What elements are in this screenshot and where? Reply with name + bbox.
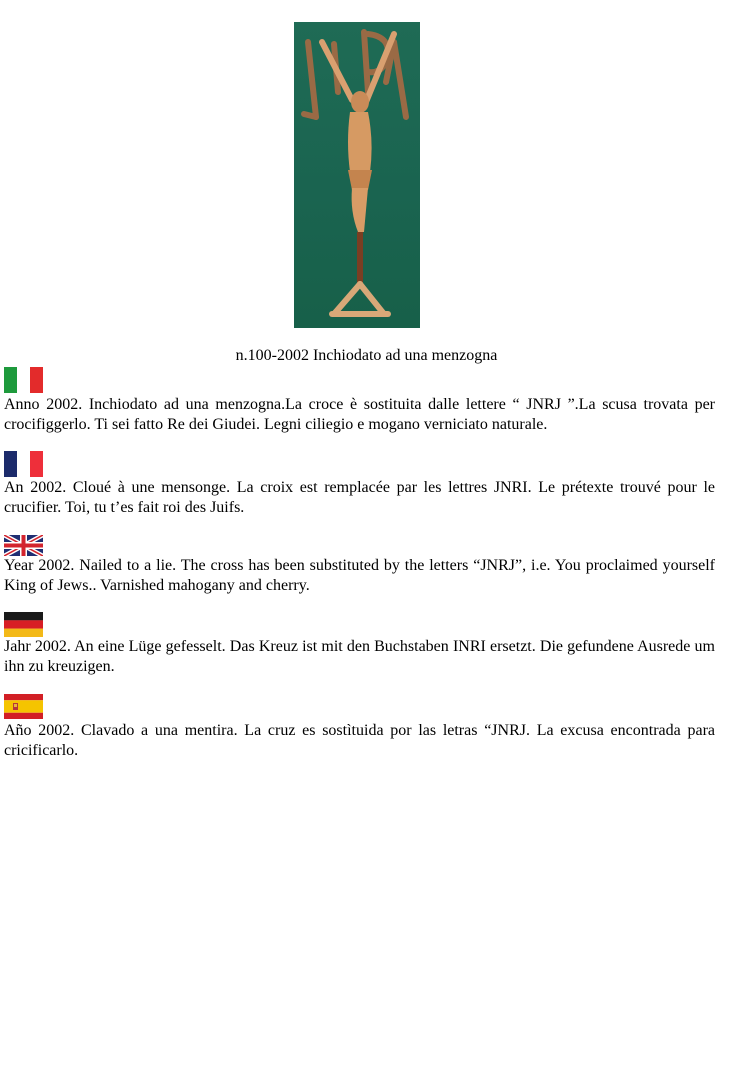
france-flag-icon: [4, 451, 43, 477]
description-german: [4, 637, 715, 677]
description-german-text: Jahr 2002. An eine Lüge gefesselt. Das Kreuz ist mit den Buchstaben INRI ersetzt. Die gefundene Ausrede um ihn zu kreuzigen.: [4, 638, 715, 675]
description-italian-text: Anno 2002. Inchiodato ad una menzogna.La croce è sostituita dalle lettere “ JNRJ ”.La scusa trovata per crocifiggerlo. Ti sei fatto Re dei Giudei. Legni ciliegio e mogano verniciato naturale.: [4, 396, 715, 433]
description-spanish-text: Año 2002. Clavado a una mentira. La cruz es sostìtuida por las letras “JNRJ. La excusa encontrada para cricificarlo.: [4, 722, 715, 759]
description-english-text: Year 2002. Nailed to a lie. The cross has been substituted by the letters “JNRJ”, i.e. You proclaimed yourself King of Jews.. Varnished mahogany and cherry.: [4, 557, 715, 594]
description-french: [4, 478, 715, 518]
germany-flag-icon: [4, 612, 43, 637]
description-english: [4, 556, 715, 596]
italy-flag-icon: [4, 367, 43, 393]
description-italian: [4, 395, 715, 435]
spain-flag-icon: [4, 694, 43, 719]
uk-flag-icon: [4, 535, 43, 556]
sculpture-photo: [294, 22, 420, 328]
description-french-text: An 2002. Cloué à une mensonge. La croix est remplacée par les lettres JNRI. Le prétexte trouvé pour le crucifier. Toi, tu t’es fait roi des Juifs.: [4, 479, 715, 516]
artwork-caption: n.100-2002 Inchiodato ad una menzogna: [235, 347, 498, 364]
crucifix-sculpture-image: [294, 22, 420, 328]
description-spanish: [4, 721, 715, 761]
